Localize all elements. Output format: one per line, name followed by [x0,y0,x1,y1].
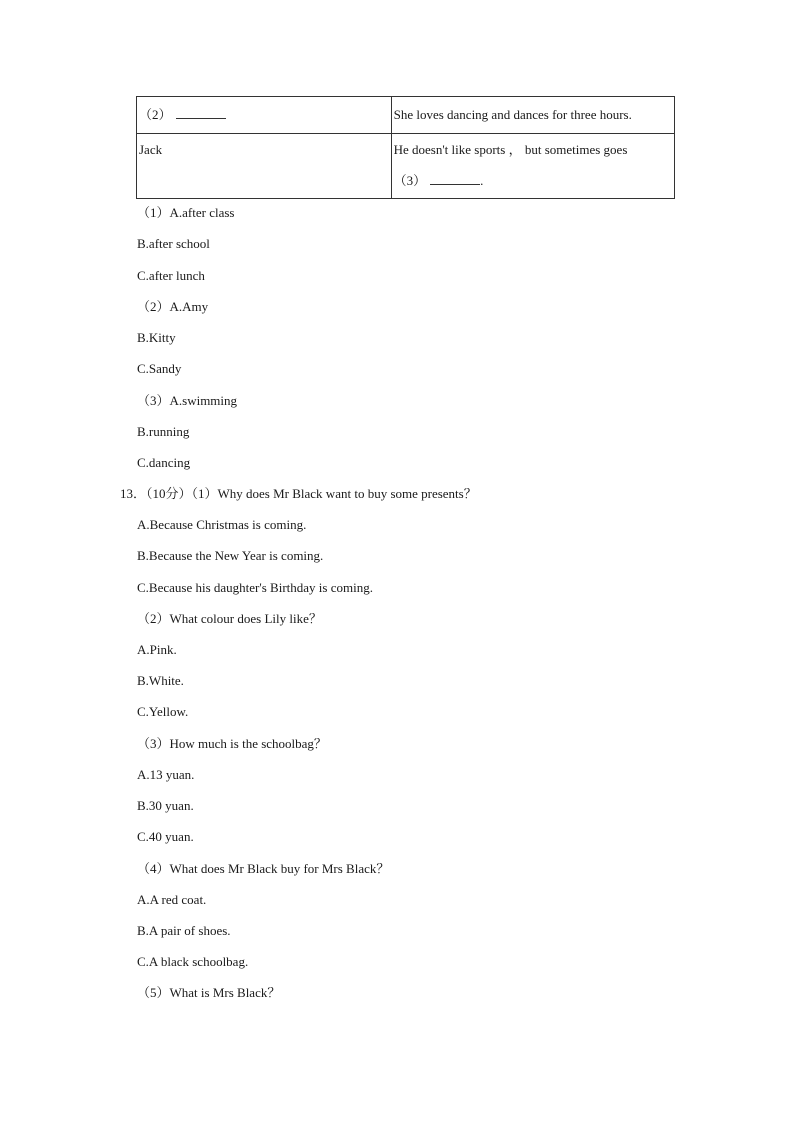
table-cell [391,134,674,199]
option-item: B.Because the New Year is coming. [137,548,324,563]
table-cell [391,97,674,134]
option-item: A.A red coat. [137,892,207,907]
table-cell [137,134,392,199]
question-item: （3）A.swimming [137,393,238,408]
option-item: B.Kitty [137,330,176,345]
option-item: A.Pink. [137,642,177,657]
option-item: C.dancing [137,455,191,470]
option-item: C.after lunch [137,268,205,283]
option-item: C.40 yuan. [137,829,194,844]
option-item: B.running [137,424,190,439]
option-item: B.30 yuan. [137,798,194,813]
option-item: B.White. [137,673,184,688]
question-item: （4）What does Mr Black buy for Mrs Black？ [137,861,390,876]
option-item: B.after school [137,236,210,251]
cell-text: . [480,173,484,188]
answer-blank[interactable] [430,172,480,185]
question-item: （2）A.Amy [137,299,209,314]
cell-text: Jack [139,142,163,157]
answer-blank[interactable] [176,106,226,119]
question-item: （5）What is Mrs Black？ [137,985,281,1000]
option-item: B.A pair of shoes. [137,923,231,938]
option-item: C.Because his daughter's Birthday is coming. [137,580,373,595]
question-heading: 13．（10分）（1）Why does Mr Black want to buy some presents？ [120,486,477,501]
question-item: （2）What colour does Lily like？ [137,611,322,626]
option-item: A.Because Christmas is coming. [137,517,307,532]
option-item: C.Sandy [137,361,182,376]
answer-table [136,96,675,199]
table-row [137,97,675,134]
option-item: A.13 yuan. [137,767,195,782]
cell-text: She loves dancing and dances for three hours. [393,107,632,122]
cell-text: （2） [139,107,172,122]
option-item: C.A black schoolbag. [137,954,249,969]
option-item: C.Yellow. [137,704,189,719]
question-item: （3）How much is the schoolbag？ [137,736,327,751]
cell-text: （3） [393,173,427,188]
cell-text: He doesn't like sports ， but sometimes goes [393,142,628,157]
question-item: （1）A.after class [137,205,235,220]
table-cell [137,97,392,134]
table-row [137,134,675,199]
